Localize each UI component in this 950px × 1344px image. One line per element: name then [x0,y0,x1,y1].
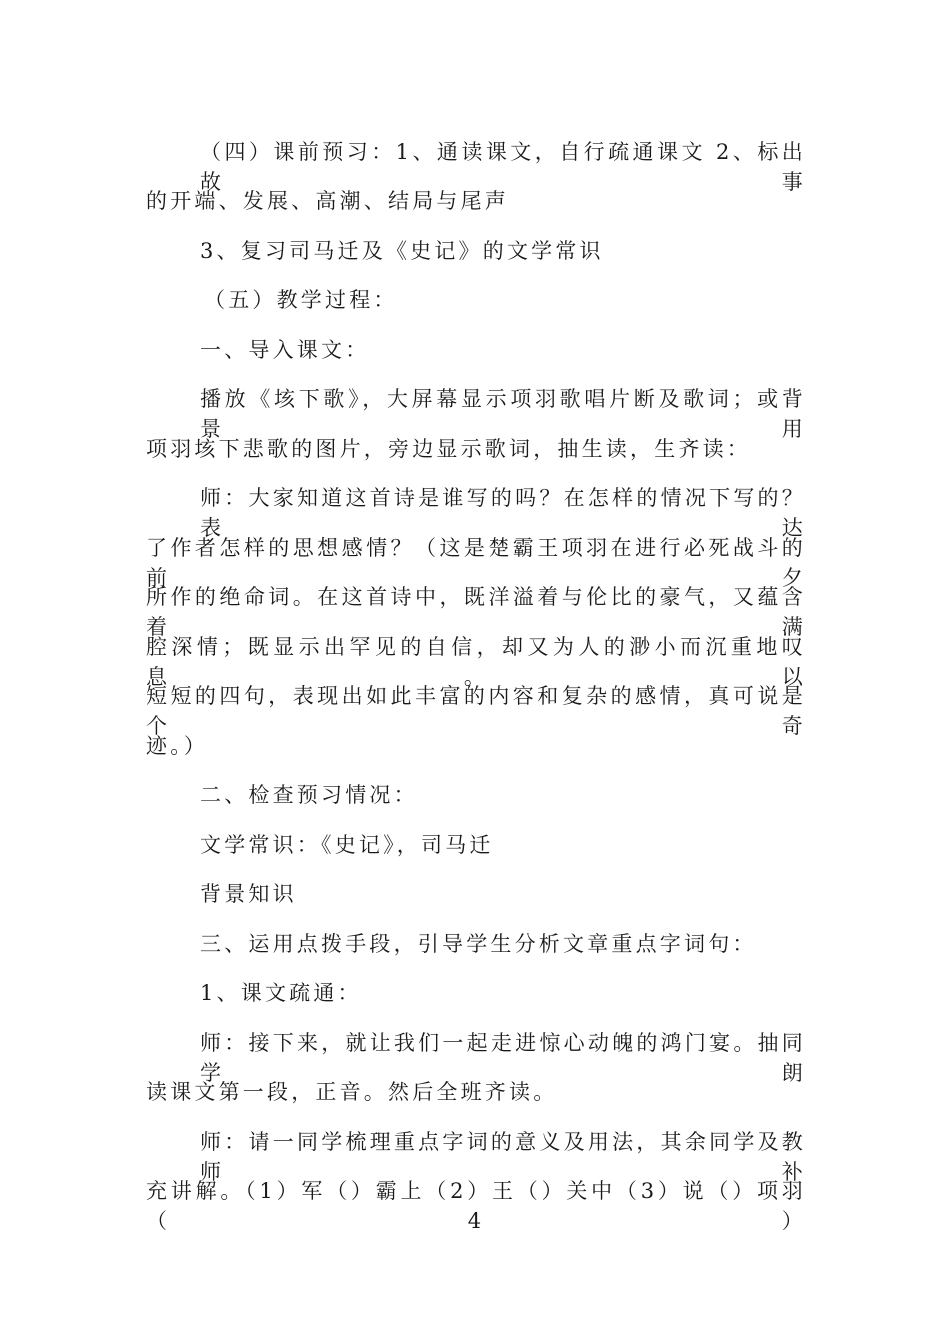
paragraph-line: 师：大家知道这首诗是谁写的吗？在怎样的情况下写的？表达 [200,486,806,540]
section-heading: 二、检查预习情况： [200,783,418,807]
paragraph-line: 3、复习司马迁及《史记》的文学常识 [200,239,604,263]
paragraph-line: 背景知识 [200,882,297,906]
paragraph-line: 所作的绝命词。在这首诗中，既洋溢着与伦比的豪气，又蕴含着满 [146,585,806,639]
paragraph-line: 腔深情；既显示出罕见的自信，却又为人的渺小而沉重地叹息。以 [146,635,806,689]
paragraph-line: 迹。） [146,734,209,758]
paragraph-line: 师：接下来，就让我们一起走进惊心动魄的鸿门宴。抽同学朗 [200,1031,806,1085]
paragraph-line: 项羽垓下悲歌的图片，旁边显示歌词，抽生读，生齐读： [146,437,751,461]
section-heading: 1、课文疏通： [200,981,362,1005]
paragraph-line: （四）课前预习：1、通读课文，自行疏通课文 2、标出故事 [200,140,806,194]
paragraph-line: 播放《垓下歌》，大屏幕显示项羽歌唱片断及歌词；或背景用 [200,387,806,441]
paragraph-line: 短短的四句，表现出如此丰富的内容和复杂的感情，真可说是个奇 [146,684,806,738]
paragraph-line: 充讲解。（1）军（）霸上（2）王（）关中（3）说（）项羽（4） [146,1179,806,1233]
section-heading: 一、导入课文： [200,338,370,362]
paragraph-line: 读课文第一段，正音。然后全班齐读。 [146,1080,558,1104]
paragraph-line: 了作者怎样的思想感情？（这是楚霸王项羽在进行必死战斗的前夕 [146,536,806,590]
paragraph-line: 文学常识：《史记》，司马迁 [200,833,494,857]
paragraph-line: 的开端、发展、高潮、结局与尾声 [146,189,509,213]
paragraph-line: 师：请一同学梳理重点字词的意义及用法，其余同学及教师补 [200,1130,806,1184]
section-heading: 三、运用点拨手段，引导学生分析文章重点字词句： [200,932,757,956]
section-heading: （五）教学过程： [204,288,398,312]
